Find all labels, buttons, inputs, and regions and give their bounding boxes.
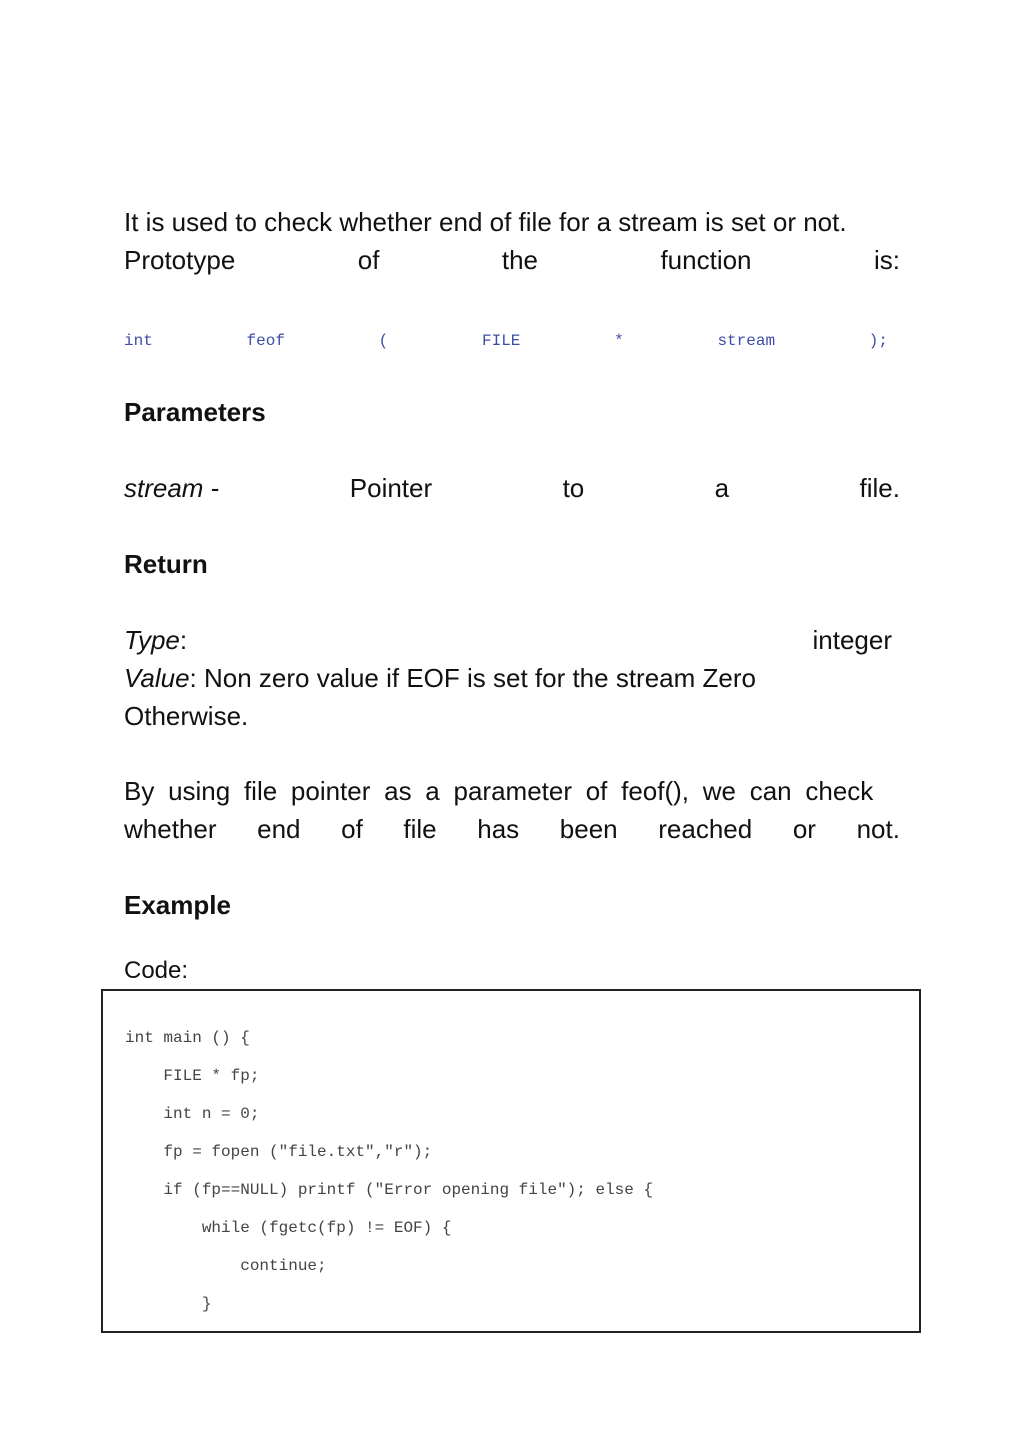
code-line: fp = fopen ("file.txt","r"); xyxy=(125,1143,433,1161)
intro-word: Prototype xyxy=(124,245,236,275)
code-line: } xyxy=(125,1295,212,1313)
code-label: Code: xyxy=(124,957,189,984)
prototype-token: int xyxy=(124,332,153,350)
prototype-token: FILE xyxy=(481,332,521,350)
prototype-token: feof xyxy=(246,332,285,350)
code-line: while (fgetc(fp) != EOF) { xyxy=(125,1219,452,1237)
return-heading: Return xyxy=(124,549,208,579)
description-word: reached xyxy=(658,814,753,844)
code-line: FILE * fp; xyxy=(125,1067,260,1085)
return-type-label-group xyxy=(124,621,187,659)
return-value-cont: Otherwise. xyxy=(124,701,249,731)
description-word: of xyxy=(341,814,363,844)
code-line: continue; xyxy=(125,1257,327,1275)
parameters-heading: Parameters xyxy=(124,397,266,427)
description-line-2 xyxy=(124,810,900,848)
parameter-desc-word: to xyxy=(562,473,585,503)
parameter-stream xyxy=(124,469,900,507)
parameter-dash: - xyxy=(203,473,220,503)
intro-word: of xyxy=(357,245,380,275)
description-word: not. xyxy=(856,814,900,844)
description-text: By using file pointer as a parameter of feof(), we can check xyxy=(124,776,874,806)
example-heading: Example xyxy=(124,890,231,920)
description-word: has xyxy=(477,814,520,844)
parameter-desc-word: file. xyxy=(859,473,900,503)
intro-word: function xyxy=(660,245,752,275)
return-value xyxy=(124,659,900,697)
prototype-token: * xyxy=(614,332,624,350)
description-word: end xyxy=(257,814,301,844)
description-word: whether xyxy=(124,814,217,844)
intro-word: the xyxy=(501,245,539,275)
return-value-text: : Non zero value if EOF is set for the stream Zero xyxy=(189,663,756,693)
return-type-value: integer xyxy=(812,625,892,655)
return-type-label: Type xyxy=(124,625,180,655)
parameter-name: stream xyxy=(124,473,204,503)
intro-line-2 xyxy=(124,241,900,279)
function-prototype xyxy=(124,332,888,350)
description-word: or xyxy=(792,814,816,844)
return-value-label: Value xyxy=(124,663,190,693)
code-line: int main () { xyxy=(125,1029,250,1047)
parameter-desc-word: a xyxy=(714,473,730,503)
intro-word: is: xyxy=(873,245,900,275)
description-line-1 xyxy=(124,772,900,810)
description-word: been xyxy=(559,814,618,844)
description-word: file xyxy=(403,814,437,844)
parameter-name-group xyxy=(124,469,219,507)
return-type xyxy=(124,621,892,659)
prototype-token: ); xyxy=(868,332,888,350)
code-line: int n = 0; xyxy=(125,1105,260,1123)
code-block xyxy=(101,989,921,1333)
intro-line-1: It is used to check whether end of file for a stream is set or not. xyxy=(124,207,847,237)
code-line: if (fp==NULL) printf ("Error opening file"); else { xyxy=(125,1181,654,1199)
prototype-token: ( xyxy=(378,332,389,350)
parameter-desc-word: Pointer xyxy=(349,473,433,503)
return-type-colon: : xyxy=(179,625,188,655)
prototype-token: stream xyxy=(717,332,776,350)
